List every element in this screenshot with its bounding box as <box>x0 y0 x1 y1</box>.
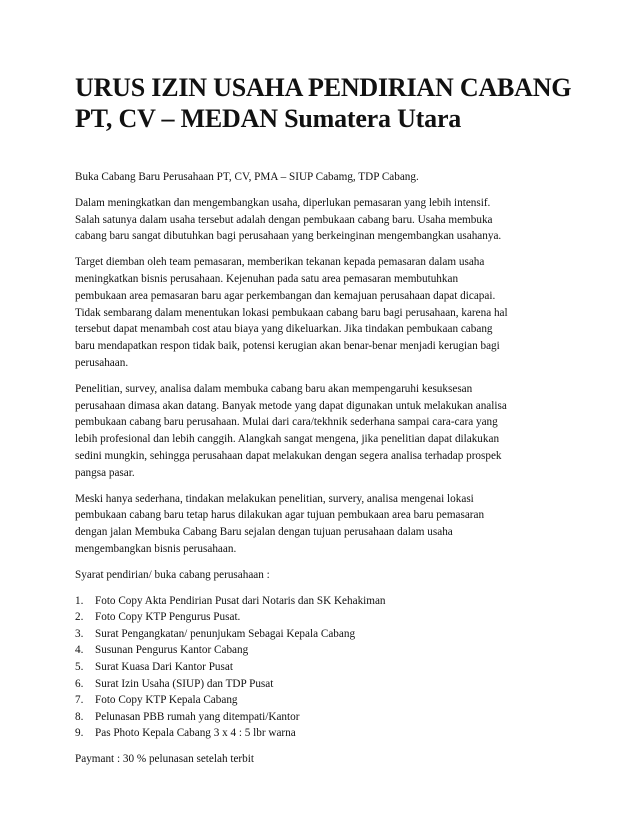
document-title <box>75 72 575 134</box>
list-item-text: Foto Copy KTP Pengurus Pusat. <box>95 611 241 624</box>
list-item <box>75 642 575 659</box>
list-item-text: Foto Copy KTP Kepala Cabang <box>95 694 238 707</box>
payment-text: Paymant : 30 % pelunasan setelah terbit <box>75 752 254 765</box>
list-item <box>75 709 575 726</box>
subtitle-paragraph <box>75 169 575 186</box>
title-line-2: PT, CV – MEDAN Sumatera Utara <box>75 104 462 133</box>
list-item <box>75 659 575 676</box>
paragraph-line: baru mendapatkan respon tidak baik, potensi kerugian akan benar-benar menjadi kerugian bagi <box>75 340 500 353</box>
list-item-text: Surat Kuasa Dari Kantor Pusat <box>95 660 233 673</box>
paragraph-line: perusahaan. <box>75 356 129 369</box>
list-item <box>75 593 575 610</box>
list-item-text: Surat Pengangkatan/ penunjukam Sebagai Kepala Cabang <box>95 627 356 640</box>
requirements-intro-text: Syarat pendirian/ buka cabang perusahaan : <box>75 568 270 581</box>
paragraph-line: Salah satunya dalam usaha tersebut adalah dengan pembukaan cabang baru. Usaha membuka <box>75 213 493 226</box>
paragraph-line: meningkatkan bisnis perusahaan. Kejenuhan pada satu area pemasaran membutuhkan <box>75 272 459 285</box>
paragraph-2 <box>75 254 575 372</box>
paragraph-line: mengembangkan bisnis perusahaan. <box>75 542 237 555</box>
list-item-number: 1. <box>75 594 84 607</box>
paragraph-4 <box>75 491 575 558</box>
list-item-text: Pas Photo Kepala Cabang 3 x 4 : 5 lbr warna <box>95 727 296 740</box>
list-item-number: 7. <box>75 694 84 707</box>
title-line-1: URUS IZIN USAHA PENDIRIAN CABANG <box>75 73 572 102</box>
paragraph-line: pangsa pasar. <box>75 466 135 479</box>
list-item <box>75 676 575 693</box>
paragraph-line: cabang baru sangat dibutuhkan bagi perusahaan yang berkeinginan mengembangkan usahanya. <box>75 230 502 243</box>
list-item-number: 6. <box>75 677 84 690</box>
paragraph-line: Tidak sembarang dalam menentukan lokasi pembukaan cabang baru bagi perusahaan, karena hal <box>75 306 508 319</box>
list-item-text: Surat Izin Usaha (SIUP) dan TDP Pusat <box>95 677 274 690</box>
list-item-text: Pelunasan PBB rumah yang ditempati/Kantor <box>95 710 300 723</box>
paragraph-line: Penelitian, survey, analisa dalam membuka cabang baru akan mempengaruhi kesuksesan <box>75 382 473 395</box>
subtitle-text: Buka Cabang Baru Perusahaan PT, CV, PMA – SIUP Cabamg, TDP Cabang. <box>75 171 419 183</box>
paragraph-1 <box>75 195 575 245</box>
paragraph-line: pembukaan area pemasaran baru agar perkembangan dan kemajuan perusahaan dapat dicapai. <box>75 289 496 302</box>
paragraph-line: pembukaan cabang baru perusahaan. Mulai dari cara/tekhnik sederhana sampai cara-cara yang <box>75 416 498 429</box>
list-item-number: 8. <box>75 710 84 723</box>
list-item <box>75 609 575 626</box>
requirements-list <box>75 593 575 742</box>
paragraph-line: pembukaan cabang baru tetap harus dilakukan agar tujuan pembukaan area baru pemasaran <box>75 509 485 522</box>
list-item <box>75 725 575 742</box>
paragraph-line: dengan jalan Membuka Cabang Baru sejalan dengan tujuan perusahaan dalam usaha <box>75 526 453 539</box>
paragraph-line: perusahaan dimasa akan datang. Banyak metode yang dapat digunakan untuk melakukan analisa <box>75 399 507 412</box>
list-item-number: 3. <box>75 627 84 640</box>
paragraph-line: sedini mungkin, sehingga perusahaan dapat melakukan dengan segera analisa terhadap prospek <box>75 449 502 462</box>
list-item <box>75 626 575 643</box>
paragraph-line: Meski hanya sederhana, tindakan melakukan penelitian, survery, analisa mengenai lokasi <box>75 492 474 505</box>
list-item-number: 9. <box>75 727 84 740</box>
paragraph-line: Dalam meningkatkan dan mengembangkan usaha, diperlukan pemasaran yang lebih intensif. <box>75 196 491 209</box>
list-item-number: 5. <box>75 660 84 673</box>
list-item-text: Susunan Pengurus Kantor Cabang <box>95 644 249 657</box>
paragraph-3 <box>75 381 575 482</box>
list-item-number: 2. <box>75 611 84 624</box>
paragraph-line: tersebut dapat menambah cost atau biaya yang dikeluarkan. Jika tindakan pembukaan cabang <box>75 323 493 336</box>
paragraph-line: lebih profesional dan lebih canggih. Alangkah sangat mengena, jika penelitian dapat dilakukan <box>75 433 500 446</box>
document-page <box>75 72 575 777</box>
list-item-number: 4. <box>75 644 84 657</box>
paragraph-line: Target diemban oleh team pemasaran, memberikan tekanan kepada pemasaran dalam usaha <box>75 256 485 269</box>
payment-note <box>75 751 575 768</box>
requirements-intro <box>75 567 575 584</box>
list-item <box>75 692 575 709</box>
list-item-text: Foto Copy Akta Pendirian Pusat dari Notaris dan SK Kehakiman <box>95 594 386 607</box>
